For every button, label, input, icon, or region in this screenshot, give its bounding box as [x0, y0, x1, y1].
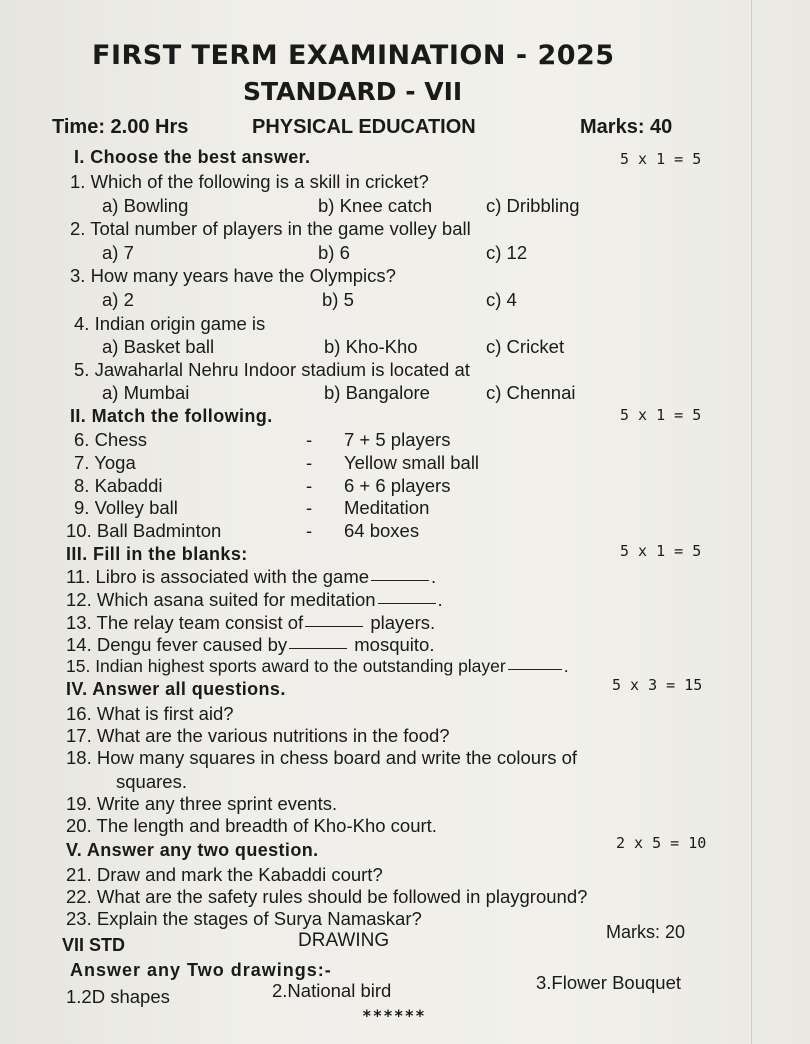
q4-option-b: b) Kho-Kho	[324, 336, 418, 357]
q5-option-b: b) Bangalore	[324, 382, 430, 403]
q4-option-c: c) Cricket	[486, 336, 565, 357]
blank-13	[66, 612, 435, 634]
section-1-marks: 5 x 1 = 5	[620, 150, 702, 168]
standard-heading: STANDARD - VII	[243, 77, 463, 106]
question-23: 23. Explain the stages of Surya Namaskar?	[66, 908, 422, 929]
match-left-10: 10. Ball Badminton	[66, 520, 222, 541]
q3-option-a: a) 2	[102, 289, 134, 310]
blank-14-post: mosquito.	[349, 634, 435, 655]
answer-blank	[508, 668, 562, 670]
match-dash: -	[306, 429, 313, 450]
total-marks: Marks: 40	[580, 116, 673, 138]
blank-14-text: 14. Dengu fever caused by	[66, 634, 288, 655]
drawing-option-1: 1.2D shapes	[66, 986, 170, 1007]
q1-option-a: a) Bowling	[102, 195, 189, 216]
match-dash: -	[306, 497, 313, 518]
match-right-1: 7 + 5 players	[344, 429, 451, 450]
question-3: 3. How many years have the Olympics?	[70, 265, 396, 286]
end-stars: ******	[362, 1006, 426, 1025]
blank-15	[66, 656, 569, 677]
section-4-marks: 5 x 3 = 15	[612, 676, 703, 694]
question-16: 16. What is first aid?	[66, 703, 234, 724]
question-18: 18. How many squares in chess board and write the colours of	[66, 747, 578, 768]
question-20: 20. The length and breadth of Kho-Kho court.	[66, 815, 437, 836]
q3-option-b: b) 5	[322, 289, 354, 310]
match-right-4: Meditation	[344, 497, 430, 518]
section-5-heading: V. Answer any two question.	[66, 840, 319, 860]
blank-14	[66, 634, 434, 656]
match-left-8: 8. Kabaddi	[74, 475, 163, 496]
q4-option-a: a) Basket ball	[102, 336, 215, 357]
blank-12-text: 12. Which asana suited for meditation	[66, 589, 376, 610]
section-2-marks: 5 x 1 = 5	[620, 406, 702, 424]
blank-13-post: players.	[365, 612, 436, 633]
drawing-option-2: 2.National bird	[272, 980, 392, 1001]
question-5: 5. Jawaharlal Nehru Indoor stadium is located at	[74, 359, 470, 380]
answer-blank	[371, 579, 429, 581]
question-22: 22. What are the safety rules should be followed in playground?	[66, 886, 588, 907]
question-4: 4. Indian origin game is	[74, 313, 266, 334]
match-right-2: Yellow small ball	[344, 452, 480, 473]
section-4-heading: IV. Answer all questions.	[66, 679, 286, 699]
paper-fold-line	[751, 0, 752, 1044]
blank-11-text: 11. Libro is associated with the game	[66, 566, 370, 587]
section-5-marks: 2 x 5 = 10	[616, 834, 707, 852]
q5-option-a: a) Mumbai	[102, 382, 190, 403]
section-2-heading: II. Match the following.	[70, 406, 273, 426]
question-18-cont: squares.	[116, 771, 187, 792]
drawing-instruction: Answer any Two drawings:-	[70, 960, 332, 980]
match-left-9: 9. Volley ball	[74, 497, 178, 518]
drawing-option-3: 3.Flower Bouquet	[536, 972, 682, 993]
q2-option-a: a) 7	[102, 242, 134, 263]
question-21: 21. Draw and mark the Kabaddi court?	[66, 864, 383, 885]
match-dash: -	[306, 520, 313, 541]
blank-12	[66, 589, 443, 611]
match-left-6: 6. Chess	[74, 429, 148, 450]
answer-blank	[378, 602, 436, 604]
section-1-heading: I. Choose the best answer.	[74, 147, 311, 167]
q1-option-c: c) Dribbling	[486, 195, 580, 216]
q3-option-c: c) 4	[486, 289, 517, 310]
section-3-heading: III. Fill in the blanks:	[66, 544, 248, 564]
drawing-title: DRAWING	[298, 930, 390, 951]
drawing-std-label: VII STD	[62, 935, 126, 955]
blank-11-post: .	[431, 566, 437, 587]
section-3-marks: 5 x 1 = 5	[620, 542, 702, 560]
question-2: 2. Total number of players in the game volley ball	[70, 218, 471, 239]
drawing-marks: Marks: 20	[606, 922, 686, 942]
q2-option-b: b) 6	[318, 242, 350, 263]
match-right-5: 64 boxes	[344, 520, 420, 541]
blank-13-text: 13. The relay team consist of	[66, 612, 304, 633]
blank-15-text: 15. Indian highest sports award to the outstanding player	[66, 656, 506, 676]
q2-option-c: c) 12	[486, 242, 528, 263]
subject-label: PHYSICAL EDUCATION	[252, 116, 476, 138]
match-dash: -	[306, 452, 313, 473]
match-right-3: 6 + 6 players	[344, 475, 451, 496]
blank-12-post: .	[437, 589, 443, 610]
match-dash: -	[306, 475, 313, 496]
exam-title: FIRST TERM EXAMINATION - 2025	[92, 40, 615, 71]
answer-blank	[305, 625, 363, 627]
blank-15-post: .	[563, 656, 569, 676]
question-19: 19. Write any three sprint events.	[66, 793, 338, 814]
blank-11	[66, 566, 436, 588]
answer-blank	[289, 647, 347, 649]
time-label: Time: 2.00 Hrs	[52, 116, 189, 138]
match-left-7: 7. Yoga	[74, 452, 136, 473]
q1-option-b: b) Knee catch	[318, 195, 433, 216]
question-1: 1. Which of the following is a skill in cricket?	[70, 171, 429, 192]
q5-option-c: c) Chennai	[486, 382, 576, 403]
question-17: 17. What are the various nutritions in the food?	[66, 725, 450, 746]
